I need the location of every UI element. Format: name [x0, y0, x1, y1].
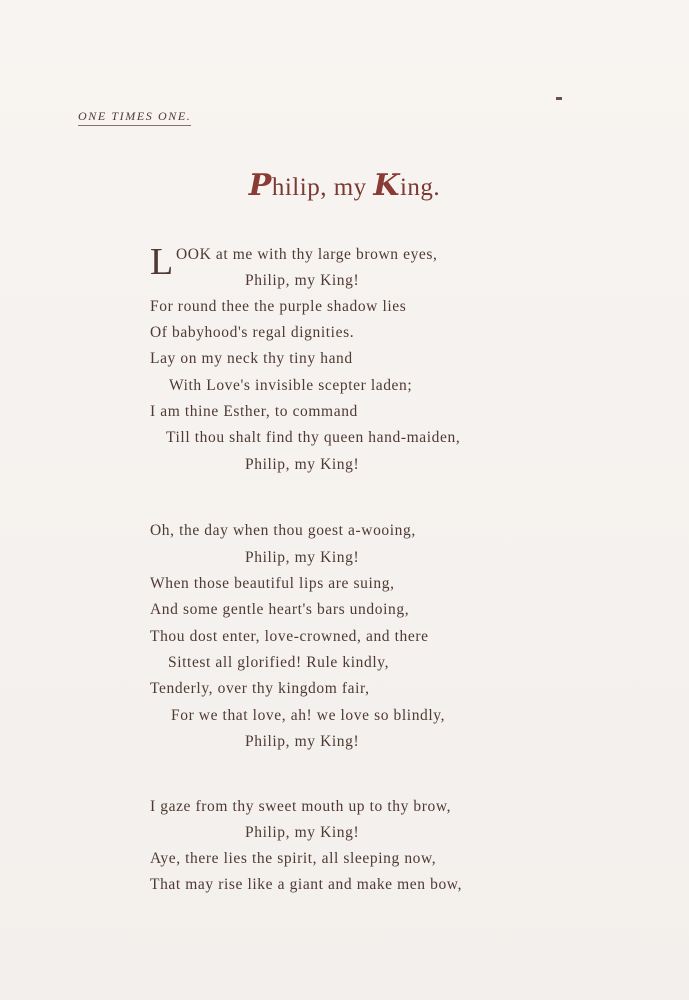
poem-line: Philip, my King!	[245, 733, 360, 750]
running-head: ONE TIMES ONE.	[78, 109, 191, 126]
poem-line: Lay on my neck thy tiny hand	[150, 350, 353, 367]
title-part-2: ing.	[399, 174, 441, 201]
poem-line: I gaze from thy sweet mouth up to thy brow,	[150, 798, 452, 815]
poem-line: Philip, my King!	[245, 824, 360, 841]
poem-line: Of babyhood's regal dignities.	[150, 324, 355, 341]
poem-line: Thou dost enter, love-crowned, and there	[150, 628, 429, 645]
poem-line: When those beautiful lips are suing,	[150, 575, 395, 592]
poem-line: Tenderly, over thy kingdom fair,	[150, 680, 370, 697]
poem-line: With Love's invisible scepter laden;	[169, 377, 413, 394]
poem-line: For round thee the purple shadow lies	[150, 298, 407, 315]
poem-line: Philip, my King!	[245, 456, 360, 473]
poem-line: I am thine Esther, to command	[150, 403, 358, 420]
poem-line: Sittest all glorified! Rule kindly,	[168, 654, 390, 671]
drop-cap: L	[150, 241, 174, 283]
poem-line: Aye, there lies the spirit, all sleeping now,	[150, 850, 437, 867]
poem-line: Oh, the day when thou goest a-wooing,	[150, 522, 416, 539]
title-initial-k: K	[373, 168, 400, 203]
poem-line: Philip, my King!	[245, 549, 360, 566]
title-part-1: hilip, my	[271, 174, 374, 201]
poem-line: Philip, my King!	[245, 272, 360, 289]
poem-line: And some gentle heart's bars undoing,	[150, 601, 410, 618]
poem-line: Till thou shalt find thy queen hand-maiden,	[166, 429, 461, 446]
poem-line: That may rise like a giant and make men bow,	[150, 876, 463, 893]
title-initial-p: P	[248, 168, 272, 203]
poem-line: OOK at me with thy large brown eyes,	[176, 246, 438, 263]
poem-line: For we that love, ah! we love so blindly,	[171, 707, 446, 724]
